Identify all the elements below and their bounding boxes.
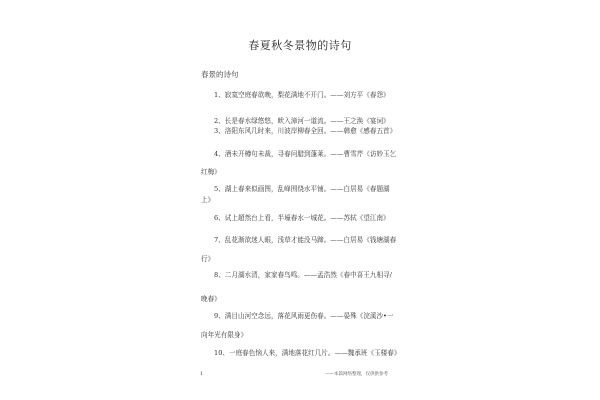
poem-line-9: 9、满目山河空念远，落花风雨更伤春。——晏殊《浣溪沙•一 xyxy=(214,312,394,320)
poem-line-4-continued: 红梅》 xyxy=(201,168,221,176)
poem-line-4: 4、酒未开樽句未裁，寻春问腊到蓬莱。——曹雪芹《访妙玉乞 xyxy=(214,150,397,158)
poem-line-2: 2、长是春水绿悠悠，畎入漳河一道流。——王之涣《宴词》 xyxy=(214,117,390,125)
footer-note: ——本篇网络整理，仅供供参考 xyxy=(325,372,388,377)
poem-line-7-continued: 行》 xyxy=(201,255,215,263)
poem-line-10: 10、一庭春色恼人来，满地落花红几片。——魏承班《玉楼春》 xyxy=(214,349,401,357)
section-heading: 春景的诗句 xyxy=(201,70,239,79)
poem-line-1: 1、寂寞空庭春欲晚，梨花满地不开门。——刘方平《春怨》 xyxy=(214,91,390,99)
poem-line-8-continued: 晚春》 xyxy=(201,295,221,303)
poem-line-5-continued: 上》 xyxy=(201,196,215,204)
poem-line-7: 7、乱花渐欲迷人眼，浅草才能没马蹄。——白居易《钱塘湖春 xyxy=(214,236,397,244)
page-title: 春夏秋冬景物的诗句 xyxy=(248,39,352,52)
poem-line-6: 6、试上超然台上看，半壕春水一城花。——苏轼《望江南》 xyxy=(214,214,390,222)
poem-line-8: 8、二月湖水清，家家春鸟鸣。——孟浩然《春中喜王九相寻/ xyxy=(214,271,392,279)
poem-line-9-continued: 向年光有限身》 xyxy=(201,331,248,339)
poem-line-3: 3、洛阳东风几时来，川波岸柳春全回。——韩愈《感春五首》 xyxy=(214,127,397,135)
page-number: 1 xyxy=(200,371,204,377)
poem-line-5: 5、湖上春来似画图，乱峰围绕水平铺。——白居易《春题湖 xyxy=(214,185,390,193)
